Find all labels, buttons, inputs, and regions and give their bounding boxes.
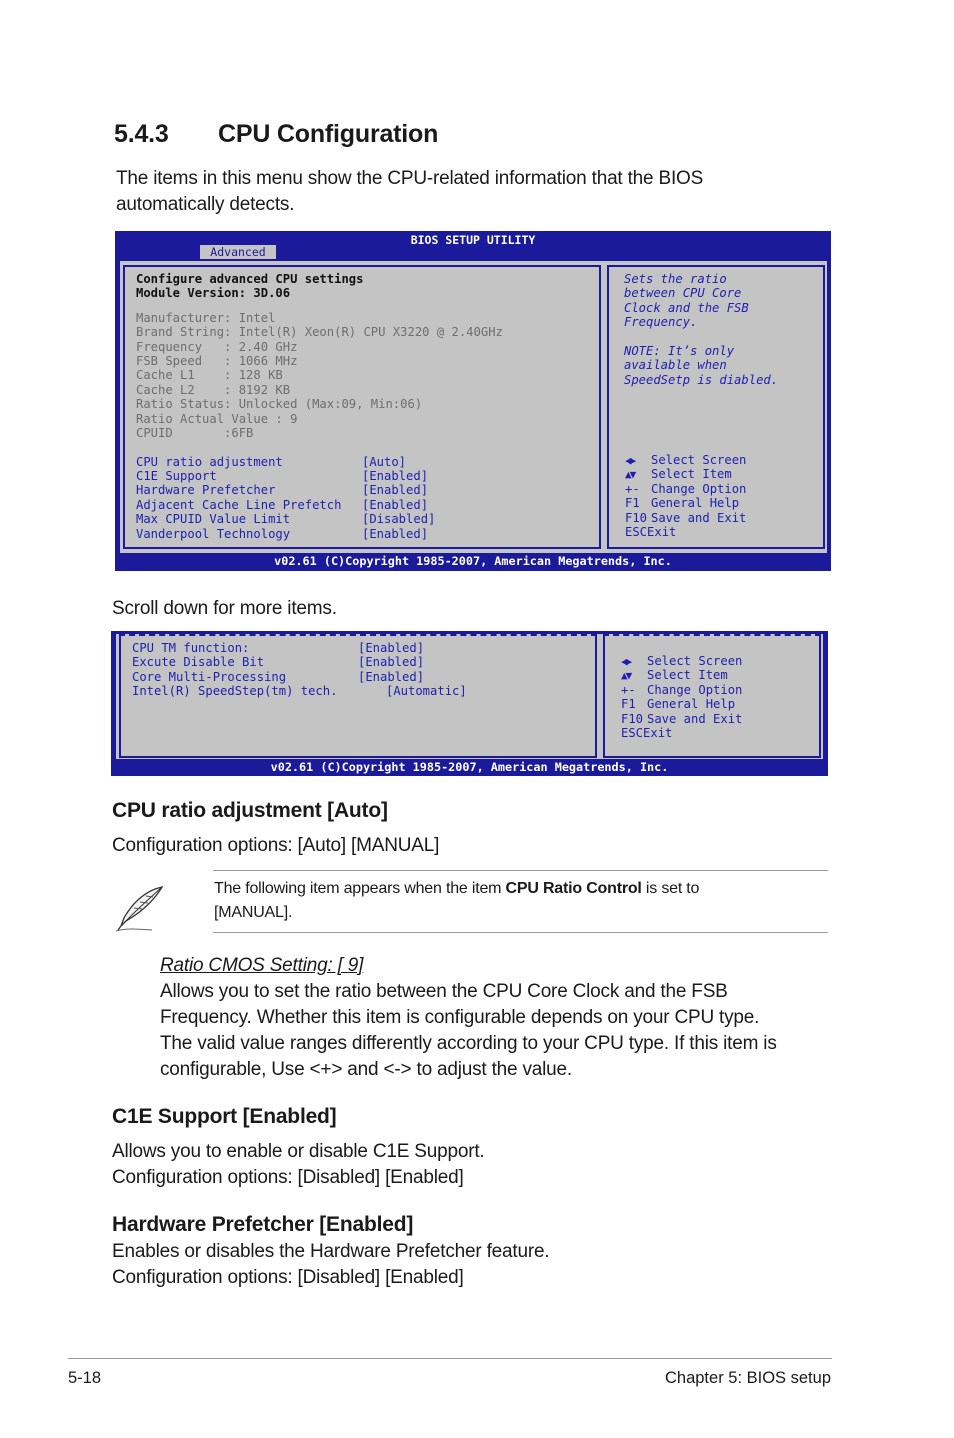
setting-core-multiprocessing[interactable]: Core Multi-Processing [Enabled]: [132, 669, 425, 684]
key-name: +-: [621, 682, 636, 697]
up-down-arrows-icon: ▲▼: [625, 468, 635, 482]
key-label: Select Screen: [651, 453, 747, 467]
intro-text: [116, 166, 703, 218]
help-line: available when: [624, 358, 727, 373]
key-label: Save and Exit: [647, 711, 743, 726]
cpu-info-line: Ratio Status: Unlocked (Max:09, Min:06): [136, 397, 423, 412]
key-name: ESC: [621, 725, 644, 740]
cpu-info-line: FSB Speed : 1066 MHz: [136, 353, 298, 368]
help-line: Clock and the FSB: [624, 300, 749, 315]
bios-content: [136, 272, 503, 541]
bios2-help-panel: [600, 634, 823, 759]
key-label: General Help: [647, 697, 736, 712]
section-title: CPU Configuration: [218, 120, 439, 148]
intro-line-1: The items in this menu show the CPU-related information that the BIOS: [116, 168, 704, 189]
tab-advanced[interactable]: Advanced: [200, 245, 276, 259]
ratio-cmos-line: configurable, Use <+> and <-> to adjust the value.: [160, 1059, 572, 1080]
setting-c1e-support[interactable]: C1E Support [Enabled]: [136, 469, 429, 484]
bios-header-line: Configure advanced CPU settings: [136, 272, 364, 286]
setting-hardware-prefetcher[interactable]: Hardware Prefetcher [Enabled]: [136, 483, 429, 498]
setting-speedstep[interactable]: Intel(R) SpeedStep(tm) tech. [Automatic]: [132, 684, 467, 699]
intro-line-2: automatically detects.: [116, 194, 295, 215]
help-text: [624, 272, 778, 387]
bios-help-panel: [604, 261, 827, 553]
key-label: Select Screen: [647, 654, 743, 668]
bios-left-panel: [120, 261, 604, 553]
note-line-2: [MANUAL].: [214, 904, 293, 921]
bios-title: BIOS SETUP UTILITY: [410, 233, 536, 247]
c1e-heading: C1E Support [Enabled]: [112, 1105, 337, 1128]
setting-vanderpool[interactable]: Vanderpool Technology [Enabled]: [136, 526, 429, 541]
note-post: is set to: [641, 880, 700, 897]
key-label: Change Option: [647, 682, 743, 697]
key-label: Exit: [647, 524, 677, 539]
ratio-cmos-heading: Ratio CMOS Setting: [ 9]: [160, 955, 364, 976]
setting-adjacent-cache[interactable]: Adjacent Cache Line Prefetch [Enabled]: [136, 497, 429, 512]
key-name: F1: [625, 496, 640, 511]
key-name: F1: [621, 697, 636, 712]
help-line: NOTE: It’s only: [624, 343, 735, 358]
section-number: 5.4.3: [114, 120, 169, 148]
note-bottom-rule: [213, 932, 828, 933]
setting-max-cpuid[interactable]: Max CPUID Value Limit [Disabled]: [136, 512, 436, 527]
up-down-arrows-icon: ▲▼: [621, 669, 631, 683]
key-label: Change Option: [651, 481, 747, 496]
hwpf-line-2: Configuration options: [Disabled] [Enabled]: [112, 1267, 464, 1288]
cpu-info-line: CPUID :6FB: [136, 425, 254, 440]
scroll-note: Scroll down for more items.: [112, 598, 337, 619]
help-line: between CPU Core: [624, 286, 742, 301]
c1e-line-1: Allows you to enable or disable C1E Support.: [112, 1141, 485, 1162]
left-right-arrows-icon: ◀▶: [621, 655, 631, 668]
c1e-text: [112, 1139, 484, 1191]
c1e-line-2: Configuration options: [Disabled] [Enabled]: [112, 1167, 464, 1188]
bios2-copyright: v02.61 (C)Copyright 1985-2007, American Megatrends, Inc.: [270, 760, 669, 774]
key-label: Save and Exit: [651, 510, 747, 525]
key-label: Exit: [643, 725, 673, 740]
cpu-info-line: Manufacturer: Intel: [136, 310, 276, 325]
help-line: Sets the ratio: [624, 272, 727, 286]
cpu-ratio-options: Configuration options: [Auto] [MANUAL]: [112, 835, 440, 856]
bios2-content: [132, 641, 467, 699]
bios-screen-main: [115, 231, 831, 571]
key-legend: [625, 453, 746, 539]
ratio-cmos-text: [160, 979, 777, 1083]
key-label: Select Item: [651, 467, 732, 482]
bios-screen-scrolled: [111, 631, 828, 776]
hwpf-heading: Hardware Prefetcher [Enabled]: [112, 1213, 414, 1236]
key-name: ESC: [625, 524, 648, 539]
cpu-info-line: Ratio Actual Value : 9: [136, 411, 298, 426]
footer-rule: [68, 1358, 832, 1359]
section-heading: [114, 120, 438, 149]
hwpf-line-1: Enables or disables the Hardware Prefetcher feature.: [112, 1241, 550, 1262]
note-text: [214, 877, 814, 925]
cpu-ratio-heading: CPU ratio adjustment [Auto]: [112, 799, 388, 822]
note-pre: The following item appears when the item: [214, 880, 506, 897]
feather-pen-icon: [112, 884, 166, 934]
ratio-cmos-line: Frequency. Whether this item is configurable depends on your CPU type.: [160, 1007, 760, 1028]
ratio-cmos-line: The valid value ranges differently according to your CPU type. If this item is: [160, 1033, 777, 1054]
cpu-info-line: Frequency : 2.40 GHz: [136, 339, 298, 354]
help-line: SpeedSetp is diabled.: [624, 372, 779, 387]
key-label: General Help: [651, 496, 740, 511]
help-line: [624, 330, 778, 344]
hwpf-text: [112, 1239, 549, 1291]
cpu-info-line: Brand String: Intel(R) Xeon(R) CPU X3220 @ 2.40GHz: [136, 325, 503, 340]
key-legend-2: [621, 654, 742, 740]
page-number: 5-18: [68, 1369, 102, 1387]
key-name: F10: [621, 711, 644, 726]
key-name: +-: [625, 481, 640, 496]
note-bold: CPU Ratio Control: [505, 880, 642, 897]
bios-header-line: Module Version: 3D.06: [136, 286, 291, 301]
note-top-rule: [213, 870, 828, 871]
bios-copyright: v02.61 (C)Copyright 1985-2007, American Megatrends, Inc.: [274, 554, 672, 568]
bios2-left-panel: [116, 634, 600, 759]
left-right-arrows-icon: ◀▶: [625, 454, 635, 467]
key-label: Select Item: [647, 668, 728, 683]
setting-execute-disable[interactable]: Excute Disable Bit [Enabled]: [132, 655, 425, 670]
cpu-info-line: Cache L2 : 8192 KB: [136, 382, 291, 397]
setting-cpu-tm[interactable]: CPU TM function: [Enabled]: [132, 641, 425, 655]
help-line: Frequency.: [624, 315, 698, 330]
key-name: F10: [625, 510, 648, 525]
ratio-cmos-line: Allows you to set the ratio between the CPU Core Clock and the FSB: [160, 981, 728, 1002]
cpu-info-line: Cache L1 : 128 KB: [136, 368, 283, 383]
setting-cpu-ratio[interactable]: CPU ratio adjustment [Auto]: [136, 454, 407, 469]
chapter-label: Chapter 5: BIOS setup: [664, 1369, 831, 1387]
